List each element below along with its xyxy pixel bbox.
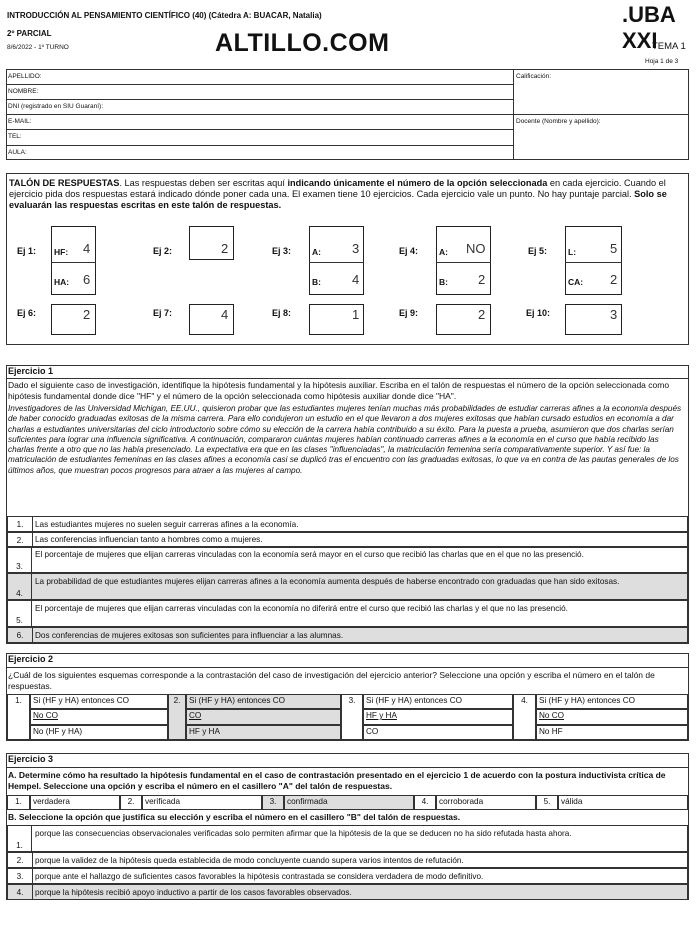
ej5-label: Ej 5:	[528, 246, 548, 256]
ej10-label: Ej 10:	[526, 308, 551, 318]
ej3b-option-3[interactable]: 3. porque ante el hallazgo de suficientes casos favorables la hipótesis contrastada se considera verdadera de modo definitivo.	[7, 868, 688, 884]
page-counter: Hoja 1 de 3	[645, 58, 679, 65]
ej6-label: Ej 6:	[17, 308, 37, 318]
ej7-label: Ej 7:	[153, 308, 173, 318]
ejercicio1-case: Investigadores de las Universidad Michigan, EE.UU., quisieron probar que las estudiantes mujeres tenían muchas más probabilidades de estudiar carreras afines a la economía después de haber conocido graduadas exitosas de la misma carrera. Para ello condujeron un estudio en el que llevaron a dos mujeres exitosas que habían cursado estudios en economía a dar charlas a estudiantes universitarias del ciclo introductorio sobre cómo su elección de la carrera había contribuido a su éxito. Para la puesta a prueba, asumieron que dos charlas serían suficientes para lograr una influencia significativa. A continuación, compararon cuántas mujeres habían continuado carreras afines a la economía en el curso que había recibido las charlas frente a otro que no las había presenciado. La expectativa era que en las clases "influenciadas", la matriculación femenina sería comparativamente superior. Y así fue: la matriculación de estudiantes femeninas en las clases afines a economía casi se duplicó tras el encuentro con las graduadas exitosas, lo que va en contra de las pautas generales de los últimos años, que muestran pocos progresos para atraer a las mujeres al campo.	[8, 404, 682, 475]
email-field[interactable]: E-MAIL:	[8, 118, 32, 125]
ej2-value[interactable]: 2	[221, 241, 229, 256]
ej3-a-label: A:	[312, 247, 321, 257]
ej8-label: Ej 8:	[272, 308, 292, 318]
aula-field[interactable]: AULA:	[8, 149, 27, 156]
exam-date: 8/6/2022 - 1º TURNO	[7, 44, 69, 51]
ej1-hf-value[interactable]: 4	[83, 241, 91, 256]
ej6-value[interactable]: 2	[83, 307, 91, 322]
tel-field[interactable]: TEL:	[8, 133, 22, 140]
ejercicio1-title: Ejercicio 1	[8, 366, 54, 376]
ej4-b-label: B:	[439, 277, 448, 287]
ej2-label: Ej 2:	[153, 246, 173, 256]
ej4-a-label: A:	[439, 247, 448, 257]
ejercicio2-prompt: ¿Cuál de los siguientes esquemas corresponde a la contrastación del caso de investigación del ejercicio anterior? Seleccione una opción y escriba el número en el talón de respuestas.	[8, 670, 655, 691]
ej9-label: Ej 9:	[399, 308, 419, 318]
ej3-b-value[interactable]: 4	[352, 272, 360, 287]
ej3-label: Ej 3:	[272, 246, 292, 256]
dni-field[interactable]: DNI (registrado en SIU Guaraní):	[8, 103, 104, 110]
ej4-label: Ej 4:	[399, 246, 419, 256]
apellido-field[interactable]: APELLIDO:	[8, 73, 42, 80]
ej10-value[interactable]: 3	[610, 307, 618, 322]
ej1-label: Ej 1:	[17, 246, 37, 256]
answer-sheet-instructions: TALÓN DE RESPUESTAS. Las respuestas deben ser escritas aquí indicando únicamente el número de la opción seleccionada en cada ejercicio. Cuando el ejercicio pida dos respuestas estará indicado dónde poner cada una. El examen tiene 10 ejercicios. Cada ejercicio vale un punto. No hay puntaje parcial. Solo se evaluarán las respuestas escritas en este talón de respuestas.	[9, 178, 667, 210]
ej1-option-2[interactable]: 2. Las conferencias influencian tanto a hombres como a mujeres.	[7, 532, 688, 547]
ej1-option-5[interactable]: 5. El porcentaje de mujeres que elijan carreras vinculadas con la economía no diferirá entre el curso que recibió las charlas y el que no las presenció.	[7, 600, 688, 627]
ej4-a-value[interactable]: NO	[466, 241, 486, 256]
ej5-l-value[interactable]: 5	[610, 241, 618, 256]
nombre-field[interactable]: NOMBRE:	[8, 88, 39, 95]
uba-logo: .UBA XXI	[622, 2, 675, 53]
ej3b-option-2[interactable]: 2. porque la validez de la hipótesis queda establecida de modo concluyente cuando supera varios intentos de refutación.	[7, 852, 688, 868]
ejercicio3-part-b: B. Seleccione la opción que justifica su elección y escriba el número en el casillero "B" del talón de respuestas.	[8, 812, 461, 822]
ej1-option-6[interactable]: 6. Dos conferencias de mujeres exitosas son suficientes para influenciar a las alumnas.	[7, 627, 688, 643]
watermark: ALTILLO.COM	[215, 29, 390, 57]
ej3-a-value[interactable]: 3	[352, 241, 360, 256]
ejercicio3-part-a: A. Determine cómo ha resultado la hipótesis fundamental en el caso de contrastación presentado en el ejercicio 1 de acuerdo con la postura inductivista crítica de Hempel. Seleccione una opción y escriba el número en el casillero "A" del talón de respuestas.	[8, 770, 666, 791]
ej1-ha-label: HA:	[54, 277, 70, 287]
ej5-ca-value[interactable]: 2	[610, 272, 618, 287]
ejercicio1-prompt: Dado el siguiente caso de investigación, identifique la hipótesis fundamental y la hipótesis auxiliar. Escriba en el talón de respuestas el número de la opción seleccionada como hipótesis fundamental donde dice "HF" y el número de la opción seleccionada como hipótesis auxiliar donde dice "HA".	[8, 380, 670, 401]
ej3b-option-4[interactable]: 4. porque la hipótesis recibió apoyo inductivo a partir de los casos favorables observados.	[7, 884, 688, 900]
ejercicio2-title: Ejercicio 2	[8, 654, 54, 664]
ej4-b-value[interactable]: 2	[478, 272, 486, 287]
course-title: INTRODUCCIÓN AL PENSAMIENTO CIENTÍFICO (40) (Cátedra A: BUACAR, Natalia)	[7, 11, 322, 20]
ej9-value[interactable]: 2	[478, 307, 486, 322]
answer-sheet-title: TALÓN DE RESPUESTAS	[9, 178, 120, 188]
ej1-option-3[interactable]: 3. El porcentaje de mujeres que elijan carreras vinculadas con la economía será mayor en el curso que recibió las charlas que en el que no las presenció.	[7, 547, 688, 573]
tema-label: TEMA 1	[652, 41, 686, 52]
ej1-hf-label: HF:	[54, 247, 69, 257]
calificacion-field[interactable]: Calificación:	[516, 73, 552, 80]
ej8-value[interactable]: 1	[352, 307, 360, 322]
ej3-b-label: B:	[312, 277, 321, 287]
exam-name: 2º PARCIAL	[7, 29, 52, 38]
ej1-option-4[interactable]: 4. La probabilidad de que estudiantes mujeres elijan carreras afines a la economía aumenta después de haberse encontrado con graduadas que han sido exitosas.	[7, 573, 688, 600]
ej1-option-1[interactable]: 1. Las estudiantes mujeres no suelen seguir carreras afines a la economía.	[7, 516, 688, 532]
ej5-ca-label: CA:	[568, 277, 584, 287]
docente-field[interactable]: Docente (Nombre y apellido):	[516, 118, 601, 125]
ejercicio3-title: Ejercicio 3	[8, 754, 54, 764]
ej3b-option-1[interactable]: 1. porque las consecuencias observacionales verificadas solo permiten afirmar que la hipótesis de la que se deducen no ha sido refutada hasta ahora.	[7, 825, 688, 852]
ej5-l-label: L:	[568, 247, 577, 257]
ej7-value[interactable]: 4	[221, 307, 229, 322]
ej1-ha-value[interactable]: 6	[83, 272, 91, 287]
